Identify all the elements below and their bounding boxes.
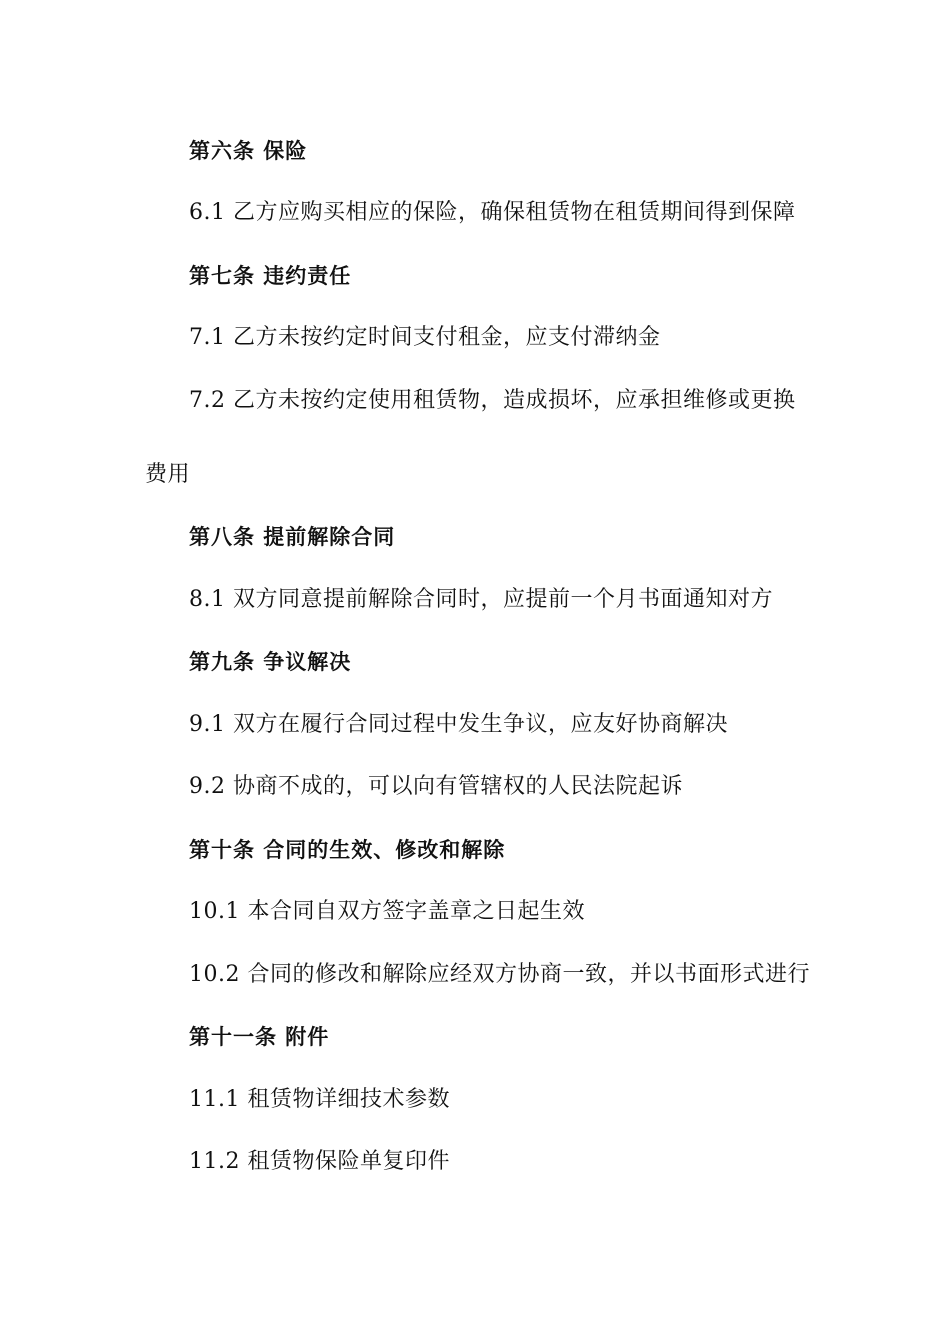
clause-9-1: 9.1 双方在履行合同过程中发生争议，应友好协商解决 <box>189 712 728 737</box>
article-7-heading: 第七条 违约责任 <box>189 264 352 288</box>
clause-7-2: 7.2 乙方未按约定使用租赁物，造成损坏，应承担维修或更换 <box>189 388 796 413</box>
article-11-heading: 第十一条 附件 <box>189 1025 330 1049</box>
clause-10-2: 10.2 合同的修改和解除应经双方协商一致，并以书面形式进行 <box>189 962 810 987</box>
article-8-heading: 第八条 提前解除合同 <box>189 525 396 549</box>
clause-7-2-continuation: 费用 <box>145 462 191 487</box>
clause-10-1: 10.1 本合同自双方签字盖章之日起生效 <box>189 899 585 924</box>
clause-8-1: 8.1 双方同意提前解除合同时，应提前一个月书面通知对方 <box>189 587 773 612</box>
article-9-heading: 第九条 争议解决 <box>189 650 352 674</box>
article-10-heading: 第十条 合同的生效、修改和解除 <box>189 838 506 862</box>
article-6-heading: 第六条 保险 <box>189 139 308 163</box>
clause-9-2: 9.2 协商不成的，可以向有管辖权的人民法院起诉 <box>189 774 683 799</box>
clause-11-1: 11.1 租赁物详细技术参数 <box>189 1087 450 1112</box>
clause-6-1: 6.1 乙方应购买相应的保险，确保租赁物在租赁期间得到保障 <box>189 200 796 225</box>
clause-7-1: 7.1 乙方未按约定时间支付租金，应支付滞纳金 <box>189 325 661 350</box>
clause-11-2: 11.2 租赁物保险单复印件 <box>189 1149 450 1174</box>
